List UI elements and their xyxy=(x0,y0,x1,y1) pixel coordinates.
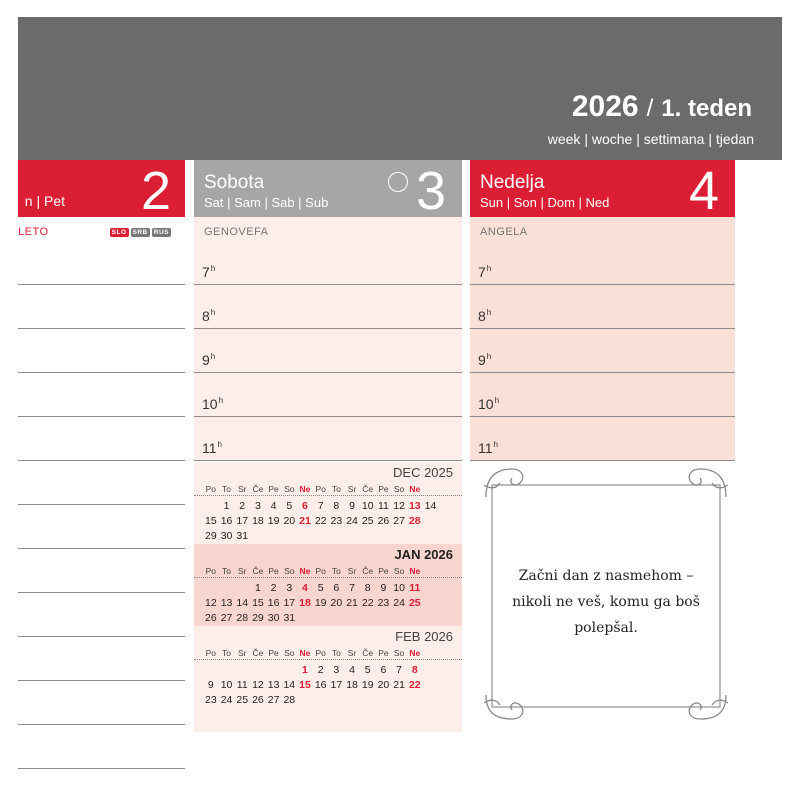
hour-number: 8 xyxy=(478,308,486,324)
hour-row[interactable] xyxy=(470,285,735,329)
weekday-abbr: Po xyxy=(315,566,326,576)
calendar-day xyxy=(313,611,329,626)
weekday-abbr: Ne xyxy=(299,566,311,576)
weekday-abbr: Če xyxy=(252,484,264,494)
weekday-abbr: So xyxy=(393,566,405,576)
hour-suffix: h xyxy=(210,308,216,318)
calendar-day: 10 xyxy=(393,582,405,594)
calendar-day: 29 xyxy=(252,612,264,624)
calendar-day: 30 xyxy=(267,612,280,624)
weekday-abbr: To xyxy=(331,648,341,658)
weekday-abbr: Če xyxy=(252,648,264,658)
weekday-abbr: Po xyxy=(205,484,217,494)
weekday-abbr: Če xyxy=(362,566,374,576)
calendar-day xyxy=(203,663,219,678)
calendar-day xyxy=(234,663,250,678)
weekday-abbr: Sr xyxy=(347,566,357,576)
weekday-abbr: Pe xyxy=(378,484,389,494)
weekday-abbr: Ne xyxy=(409,566,421,576)
calendar-day: 16 xyxy=(314,679,327,691)
calendar-day: 6 xyxy=(333,582,340,594)
hour-suffix: h xyxy=(210,264,216,274)
weekday-abbr: So xyxy=(284,484,295,494)
calendar-day: 13 xyxy=(220,597,233,609)
sunday-namebar xyxy=(470,217,735,241)
weekday-abbr: Če xyxy=(362,484,374,494)
calendar-day: 24 xyxy=(220,694,233,706)
hour-suffix: h xyxy=(486,352,492,362)
weekday-abbr: Pe xyxy=(378,648,389,658)
hour-suffix: h xyxy=(217,440,222,450)
week-translations: week | woche | settimana | tjedan xyxy=(547,131,754,147)
hour-suffix: h xyxy=(493,440,498,450)
calendar-day: 19 xyxy=(314,597,327,609)
title-slash: / xyxy=(646,95,654,122)
calendar-day: 11 xyxy=(236,679,248,691)
quote-line-3: polepšal. xyxy=(574,620,638,636)
mini-calendar xyxy=(194,462,462,732)
friday-column xyxy=(18,160,185,769)
calendar-day: 13 xyxy=(408,500,421,512)
saturday-namebar xyxy=(194,217,462,241)
weekday-abbr: To xyxy=(222,484,232,494)
calendar-day xyxy=(329,529,345,544)
hour-row[interactable] xyxy=(194,373,462,417)
sunday-hours xyxy=(470,241,735,461)
writing-line[interactable] xyxy=(18,241,185,285)
calendar-day: 17 xyxy=(330,679,343,691)
hour-suffix: h xyxy=(210,352,216,362)
calendar-day: 27 xyxy=(220,612,233,624)
weekday-abbr: Po xyxy=(205,648,217,658)
calendar-day xyxy=(360,611,376,626)
calendar-day: 15 xyxy=(205,515,217,527)
writing-line[interactable] xyxy=(18,549,185,593)
friday-header xyxy=(18,160,185,217)
calendar-day: 28 xyxy=(408,515,421,527)
calendar-week-row xyxy=(194,514,462,529)
flag-slo: SLO xyxy=(111,229,127,236)
hour-number: 9 xyxy=(478,352,486,368)
calendar-day: 25 xyxy=(236,694,249,706)
week-number-label: 1. teden xyxy=(661,95,752,122)
calendar-day: 17 xyxy=(283,597,296,609)
quote-line-1: Začni dan z nasmehom – xyxy=(518,568,694,584)
calendar-week-row xyxy=(194,611,462,626)
weekday-abbr: Po xyxy=(315,484,326,494)
writing-line[interactable] xyxy=(18,329,185,373)
hour-number: 9 xyxy=(202,352,210,368)
writing-line[interactable] xyxy=(18,725,185,769)
calendar-day xyxy=(203,581,219,596)
calendar-day xyxy=(203,499,219,514)
weekday-abbr: So xyxy=(284,566,295,576)
calendar-day xyxy=(376,611,392,626)
calendar-day xyxy=(360,529,376,544)
calendar-day xyxy=(250,663,266,678)
month-calendar xyxy=(194,626,462,708)
hour-row[interactable] xyxy=(194,241,462,285)
sunday-header xyxy=(470,160,735,217)
calendar-day: 19 xyxy=(267,515,280,527)
quote-line-2: nikoli ne veš, komu ga boš xyxy=(512,594,700,610)
calendar-day xyxy=(219,581,235,596)
friday-name-label: LETO xyxy=(18,226,49,238)
calendar-day: 4 xyxy=(302,582,308,594)
weekday-abbr: Sr xyxy=(237,484,247,494)
calendar-day: 19 xyxy=(361,679,374,691)
hour-number: 8 xyxy=(202,308,210,324)
calendar-day: 15 xyxy=(299,679,311,691)
calendar-day: 20 xyxy=(283,515,296,527)
calendar-day xyxy=(281,529,297,544)
calendar-day: 22 xyxy=(314,515,327,527)
calendar-day xyxy=(329,611,345,626)
weekday-abbr: Če xyxy=(362,648,374,658)
calendar-day xyxy=(250,529,266,544)
calendar-day: 23 xyxy=(205,694,217,706)
calendar-day: 1 xyxy=(223,500,230,512)
friday-lines xyxy=(18,241,185,769)
calendar-day: 26 xyxy=(205,612,217,624)
calendar-day xyxy=(313,529,329,544)
calendar-day: 16 xyxy=(267,597,280,609)
calendar-week-row xyxy=(194,499,462,514)
month-calendar xyxy=(194,462,462,544)
calendar-week-row xyxy=(194,581,462,596)
weekday-abbr: Po xyxy=(315,648,326,658)
writing-line[interactable] xyxy=(18,593,185,637)
writing-line[interactable] xyxy=(18,681,185,725)
hour-label xyxy=(202,264,215,280)
weekday-abbr: Sr xyxy=(237,566,247,576)
hour-suffix: h xyxy=(486,308,492,318)
calendar-day: 26 xyxy=(377,515,390,527)
weekday-abbr: Sr xyxy=(347,648,357,658)
calendar-week-row xyxy=(194,663,462,678)
calendar-day: 18 xyxy=(346,679,358,691)
hour-label xyxy=(478,440,498,456)
calendar-day: 2 xyxy=(239,500,246,512)
hour-row[interactable] xyxy=(194,329,462,373)
calendar-day xyxy=(329,693,345,708)
calendar-day xyxy=(219,663,235,678)
calendar-week-row xyxy=(194,678,462,693)
calendar-day xyxy=(297,693,313,708)
calendar-day: 21 xyxy=(393,679,405,691)
calendar-day: 3 xyxy=(254,500,261,512)
weekday-abbr: So xyxy=(393,648,405,658)
hour-label xyxy=(478,264,491,280)
saturday-hours xyxy=(194,241,462,461)
sunday-body xyxy=(470,217,735,461)
calendar-day: 21 xyxy=(299,515,311,527)
weekday-header-row xyxy=(194,564,462,578)
hour-label xyxy=(202,440,222,456)
weekday-abbr: Pe xyxy=(268,566,279,576)
calendar-day xyxy=(407,611,423,626)
hour-number: 10 xyxy=(478,396,494,412)
calendar-day: 3 xyxy=(333,664,340,676)
hour-row[interactable] xyxy=(194,285,462,329)
calendar-day: 16 xyxy=(220,515,233,527)
hour-label xyxy=(202,396,223,412)
calendar-day: 31 xyxy=(236,530,249,542)
month-title: DEC 2025 xyxy=(393,465,453,480)
calendar-day: 1 xyxy=(254,582,261,594)
calendar-day xyxy=(297,529,313,544)
hour-number: 10 xyxy=(202,396,218,412)
friday-day-abbr: n | Pet xyxy=(24,193,65,209)
weekday-abbr: To xyxy=(331,484,341,494)
friday-day-number: 2 xyxy=(140,161,171,217)
calendar-day: 20 xyxy=(330,597,343,609)
sunday-translations: Sun | Son | Dom | Ned xyxy=(480,195,610,210)
calendar-day: 9 xyxy=(349,500,355,512)
calendar-day: 18 xyxy=(299,597,311,609)
hour-number: 7 xyxy=(202,264,210,280)
year-label: 2026 xyxy=(571,90,639,123)
writing-line[interactable] xyxy=(18,637,185,681)
friday-namebar xyxy=(18,217,185,241)
calendar-day: 29 xyxy=(205,530,217,542)
calendar-day xyxy=(344,693,360,708)
sunday-day-number: 4 xyxy=(688,161,719,217)
calendar-day: 7 xyxy=(349,582,355,594)
calendar-day: 7 xyxy=(317,500,324,512)
flag-rus: RUS xyxy=(153,229,169,236)
weekday-abbr: Pe xyxy=(378,566,389,576)
calendar-day xyxy=(360,693,376,708)
saturday-name: Sobota xyxy=(204,172,265,193)
hour-suffix: h xyxy=(218,396,224,406)
hour-number: 11 xyxy=(478,440,493,456)
hour-row[interactable] xyxy=(470,241,735,285)
weekday-abbr: To xyxy=(331,566,341,576)
calendar-day: 10 xyxy=(361,500,374,512)
weekday-abbr: Ne xyxy=(409,484,421,494)
calendar-day xyxy=(391,611,407,626)
calendar-day: 2 xyxy=(317,664,324,676)
saturday-header xyxy=(194,160,462,217)
hour-number: 7 xyxy=(478,264,486,280)
calendar-day: 12 xyxy=(252,679,264,691)
writing-line[interactable] xyxy=(18,285,185,329)
calendar-day xyxy=(344,611,360,626)
calendar-day: 20 xyxy=(377,679,390,691)
calendar-day: 11 xyxy=(377,500,389,512)
hour-row[interactable] xyxy=(194,417,462,461)
calendar-day: 11 xyxy=(409,582,421,594)
moon-phase-icon xyxy=(388,172,408,192)
weekday-abbr: So xyxy=(393,484,405,494)
weekday-abbr: Sr xyxy=(347,484,357,494)
weekday-abbr: To xyxy=(222,566,232,576)
calendar-day xyxy=(391,693,407,708)
hour-number: 11 xyxy=(202,440,217,456)
weekday-abbr: Če xyxy=(252,566,264,576)
calendar-day: 1 xyxy=(302,664,308,676)
calendar-day: 26 xyxy=(252,694,264,706)
calendar-day xyxy=(407,693,423,708)
calendar-day xyxy=(376,529,392,544)
hour-label xyxy=(478,352,491,368)
hour-row[interactable] xyxy=(470,417,735,461)
calendar-day: 12 xyxy=(205,597,217,609)
calendar-day: 15 xyxy=(252,597,264,609)
calendar-week-row xyxy=(194,596,462,611)
calendar-day: 22 xyxy=(361,597,374,609)
weekday-abbr: To xyxy=(222,648,232,658)
hour-suffix: h xyxy=(486,264,492,274)
saturday-name-day: GENOVEFA xyxy=(204,226,269,238)
calendar-day xyxy=(266,529,282,544)
month-calendar xyxy=(194,544,462,626)
calendar-day: 5 xyxy=(317,582,324,594)
saturday-column xyxy=(194,160,462,461)
calendar-day: 13 xyxy=(267,679,280,691)
calendar-day: 27 xyxy=(393,515,405,527)
week-title xyxy=(572,90,752,124)
calendar-day: 30 xyxy=(220,530,233,542)
calendar-day: 21 xyxy=(346,597,358,609)
calendar-day: 5 xyxy=(286,500,293,512)
calendar-day: 7 xyxy=(396,664,403,676)
calendar-day: 31 xyxy=(283,612,296,624)
calendar-day: 9 xyxy=(380,582,387,594)
calendar-day: 17 xyxy=(236,515,249,527)
writing-line[interactable] xyxy=(18,417,185,461)
calendar-day xyxy=(344,529,360,544)
weekday-header-row xyxy=(194,646,462,660)
calendar-week-row xyxy=(194,693,462,708)
writing-line[interactable] xyxy=(18,461,185,505)
holiday-flags xyxy=(110,228,171,237)
calendar-day xyxy=(297,611,313,626)
hour-row[interactable] xyxy=(470,373,735,417)
month-title: FEB 2026 xyxy=(395,629,453,644)
calendar-day: 23 xyxy=(330,515,343,527)
calendar-day: 22 xyxy=(408,679,421,691)
calendar-day xyxy=(266,663,282,678)
calendar-day: 3 xyxy=(286,582,293,594)
calendar-day: 28 xyxy=(283,694,296,706)
saturday-day-number: 3 xyxy=(415,161,446,217)
calendar-day: 23 xyxy=(377,597,390,609)
calendar-day: 14 xyxy=(283,679,296,691)
calendar-day: 24 xyxy=(393,597,405,609)
calendar-day xyxy=(313,693,329,708)
month-title: JAN 2026 xyxy=(394,547,453,562)
hour-suffix: h xyxy=(494,396,500,406)
calendar-day xyxy=(376,693,392,708)
calendar-day: 8 xyxy=(411,664,418,676)
weekday-abbr: Po xyxy=(205,566,217,576)
sunday-name: Nedelja xyxy=(480,172,545,193)
calendar-day: 4 xyxy=(349,664,355,676)
weekday-header-row xyxy=(194,482,462,496)
calendar-day xyxy=(234,581,250,596)
calendar-day: 24 xyxy=(346,515,358,527)
sunday-name-day: ANGELA xyxy=(480,226,528,238)
calendar-day: 5 xyxy=(364,664,371,676)
calendar-day: 25 xyxy=(408,597,421,609)
calendar-day: 12 xyxy=(393,500,405,512)
flag-srb: SRB xyxy=(132,229,148,236)
calendar-day: 14 xyxy=(236,597,249,609)
calendar-day: 27 xyxy=(267,694,280,706)
hour-label xyxy=(478,308,491,324)
calendar-day: 14 xyxy=(424,500,437,512)
hour-label xyxy=(478,396,499,412)
saturday-body xyxy=(194,217,462,461)
calendar-week-row xyxy=(194,529,462,544)
calendar-day: 6 xyxy=(302,500,308,512)
calendar-day: 25 xyxy=(361,515,374,527)
weekday-abbr: So xyxy=(284,648,295,658)
calendar-day: 9 xyxy=(207,679,214,691)
weekday-abbr: Pe xyxy=(268,648,279,658)
weekday-abbr: Ne xyxy=(299,648,311,658)
hour-label xyxy=(202,352,215,368)
weekday-abbr: Ne xyxy=(409,648,421,658)
calendar-day: 8 xyxy=(333,500,340,512)
hour-label xyxy=(202,308,215,324)
saturday-translations: Sat | Sam | Sab | Sub xyxy=(204,195,329,210)
calendar-day: 2 xyxy=(270,582,277,594)
hour-row[interactable] xyxy=(470,329,735,373)
quote-frame xyxy=(482,463,730,721)
quote-text xyxy=(492,563,720,641)
calendar-day xyxy=(391,529,407,544)
calendar-day xyxy=(407,529,423,544)
calendar-day: 6 xyxy=(380,664,387,676)
writing-line[interactable] xyxy=(18,505,185,549)
weekday-abbr: Pe xyxy=(268,484,279,494)
calendar-day: 18 xyxy=(252,515,264,527)
calendar-day: 28 xyxy=(236,612,249,624)
calendar-day: 4 xyxy=(270,500,277,512)
sunday-column xyxy=(470,160,735,461)
calendar-day xyxy=(281,663,297,678)
calendar-day: 8 xyxy=(364,582,371,594)
writing-line[interactable] xyxy=(18,373,185,417)
weekday-abbr: Ne xyxy=(299,484,311,494)
calendar-day: 10 xyxy=(220,679,233,691)
weekday-abbr: Sr xyxy=(237,648,247,658)
